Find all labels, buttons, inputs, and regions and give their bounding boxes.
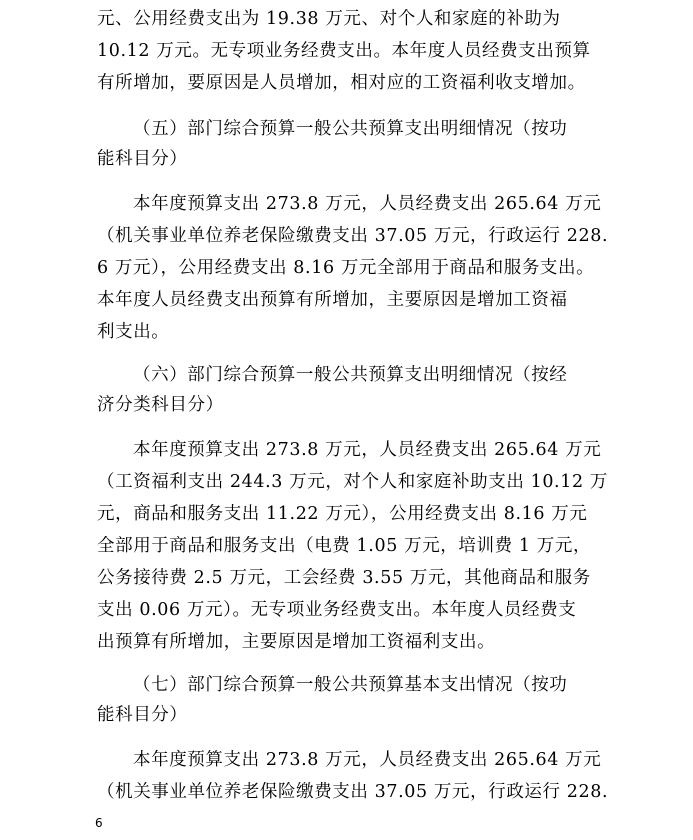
paragraph-line: 有所增加，要原因是人员增加，相对应的工资福利收支增加。 bbox=[97, 73, 586, 93]
paragraph-line: 6 万元），公用经费支出 8.16 万元全部用于商品和服务支出。 bbox=[97, 258, 595, 278]
paragraph-line: 元、公用经费支出为 19.38 万元、对个人和家庭的补助为 bbox=[97, 9, 561, 29]
paragraph-line: 公务接待费 2.5 万元，工会经费 3.55 万元，其他商品和服务 bbox=[97, 568, 591, 588]
paragraph-line: 支出 0.06 万元）。无专项业务经费支出。本年度人员经费支 bbox=[97, 600, 577, 620]
section-heading-cont: 能科目分） bbox=[97, 705, 188, 725]
paragraph-line: （工资福利支出 244.3 万元，对个人和家庭补助支出 10.12 万 bbox=[97, 472, 608, 492]
paragraph-line: 利支出。 bbox=[97, 322, 170, 342]
paragraph-line: 本年度人员经费支出预算有所增加，主要原因是增加工资福 bbox=[97, 290, 568, 310]
paragraph-line: 本年度预算支出 273.8 万元，人员经费支出 265.64 万元 bbox=[133, 194, 602, 214]
section-heading: （五）部门综合预算一般公共预算支出明细情况（按功 bbox=[133, 119, 568, 139]
section-heading: （六）部门综合预算一般公共预算支出明细情况（按经 bbox=[133, 365, 568, 385]
section-heading-cont: 能科目分） bbox=[97, 149, 188, 169]
paragraph-line: （机关事业单位养老保险缴费支出 37.05 万元，行政运行 228. bbox=[97, 782, 609, 802]
paragraph-line: （机关事业单位养老保险缴费支出 37.05 万元，行政运行 228. bbox=[97, 226, 609, 246]
page-number: 6 bbox=[95, 816, 103, 830]
paragraph-line: 10.12 万元。无专项业务经费支出。本年度人员经费支出预算 bbox=[97, 41, 591, 61]
section-heading: （七）部门综合预算一般公共预算基本支出情况（按功 bbox=[133, 675, 568, 695]
paragraph-line: 出预算有所增加，主要原因是增加工资福利支出。 bbox=[97, 632, 496, 652]
paragraph-line: 全部用于商品和服务支出（电费 1.05 万元，培训费 1 万元， bbox=[97, 536, 592, 556]
section-heading-cont: 济分类科目分） bbox=[97, 395, 224, 415]
paragraph-line: 本年度预算支出 273.8 万元，人员经费支出 265.64 万元 bbox=[133, 440, 602, 460]
paragraph-line: 元，商品和服务支出 11.22 万元），公用经费支出 8.16 万元 bbox=[97, 504, 588, 524]
paragraph-line: 本年度预算支出 273.8 万元，人员经费支出 265.64 万元 bbox=[133, 750, 602, 770]
